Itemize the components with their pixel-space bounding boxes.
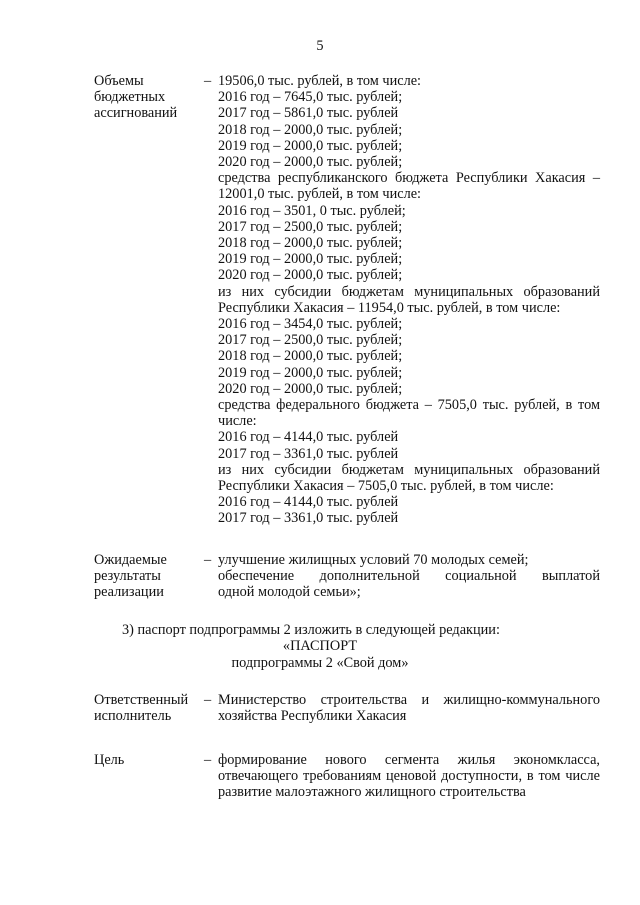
budget-line: 2017 год – 3361,0 тыс. рублей: [218, 445, 399, 462]
budget-line: Республики Хакасия – 7505,0 тыс. рублей, в том числе:: [218, 478, 554, 495]
budget-line: 2018 год – 2000,0 тыс. рублей;: [218, 348, 403, 365]
budget-line: числе:: [218, 413, 257, 430]
results-line: одной молодой семьи»;: [218, 584, 361, 601]
results-line: обеспечение дополнительной социальной выплатой: [218, 568, 600, 585]
budget-line: 2017 год – 2500,0 тыс. рублей;: [218, 218, 403, 235]
responsible-content: [218, 692, 600, 724]
budget-line: 2018 год – 2000,0 тыс. рублей;: [218, 121, 403, 138]
budget-line: 2020 год – 2000,0 тыс. рублей;: [218, 380, 403, 397]
budget-line: 2017 год – 2500,0 тыс. рублей;: [218, 332, 403, 349]
budget-line: 19506,0 тыс. рублей, в том числе:: [218, 73, 422, 89]
budget-line: 2016 год – 4144,0 тыс. рублей: [218, 494, 399, 511]
results-label-line: реализации: [94, 584, 164, 601]
budget-line: 2019 год – 2000,0 тыс. рублей;: [218, 137, 403, 154]
budget-line: 2016 год – 3454,0 тыс. рублей;: [218, 316, 403, 333]
budget-line: 2020 год – 2000,0 тыс. рублей;: [218, 267, 403, 284]
budget-line: 2016 год – 4144,0 тыс. рублей: [218, 429, 399, 446]
responsible-label-line: Ответственный: [94, 692, 189, 708]
goal-line: формирование нового сегмента жилья экономкласса,: [218, 752, 600, 768]
results-label-line: Ожидаемые: [94, 552, 167, 568]
responsible-label: [94, 692, 202, 724]
passport-subtitle: подпрограммы 2 «Свой дом»: [231, 655, 409, 671]
budget-line: 2017 год – 3361,0 тыс. рублей: [218, 510, 399, 527]
budget-line: 2016 год – 7645,0 тыс. рублей;: [218, 89, 403, 106]
goal-label: [94, 752, 202, 768]
budget-line: из них субсидии бюджетам муниципальных образований: [218, 461, 600, 478]
budget-line: 2019 год – 2000,0 тыс. рублей;: [218, 364, 403, 381]
budget-line: Республики Хакасия – 11954,0 тыс. рублей, в том числе:: [218, 299, 561, 316]
passport-title: «ПАСПОРТ: [282, 638, 358, 654]
budget-dash: –: [204, 73, 212, 89]
intro-paragraph: 3) паспорт подпрограммы 2 изложить в следующей редакции:: [122, 622, 500, 638]
budget-label-line: бюджетных: [94, 89, 166, 106]
budget-line: средства республиканского бюджета Республики Хакасия –: [218, 170, 600, 187]
results-line: улучшение жилищных условий 70 молодых семей;: [218, 552, 529, 568]
results-content: [218, 552, 600, 601]
goal-label-line: Цель: [94, 752, 125, 768]
budget-line: 2020 год – 2000,0 тыс. рублей;: [218, 154, 403, 171]
goal-content: [218, 752, 600, 801]
budget-line: 2017 год – 5861,0 тыс. рублей: [218, 105, 399, 122]
responsible-label-line: исполнитель: [94, 708, 172, 725]
budget-line: средства федерального бюджета – 7505,0 тыс. рублей, в том: [218, 397, 600, 414]
results-dash: –: [204, 552, 212, 568]
results-label-line: результаты: [94, 568, 161, 585]
goal-line: развитие малоэтажного жилищного строительства: [218, 784, 526, 801]
budget-line: 2019 год – 2000,0 тыс. рублей;: [218, 251, 403, 268]
results-label: [94, 552, 202, 601]
responsible-dash: –: [204, 692, 212, 708]
budget-line: 2018 год – 2000,0 тыс. рублей;: [218, 235, 403, 252]
budget-label-line: ассигнований: [94, 105, 178, 122]
budget-label-line: Объемы: [94, 73, 144, 89]
goal-line: отвечающего требованиям ценовой доступности, в том числе: [218, 768, 600, 785]
responsible-line: Министерство строительства и жилищно-коммунального: [218, 692, 600, 708]
responsible-line: хозяйства Республики Хакасия: [218, 708, 407, 725]
budget-label: [94, 73, 202, 122]
goal-dash: –: [204, 752, 212, 768]
budget-line: из них субсидии бюджетам муниципальных образований: [218, 283, 600, 300]
page-number: 5: [316, 38, 324, 54]
budget-line: 2016 год – 3501, 0 тыс. рублей;: [218, 202, 406, 219]
budget-line: 12001,0 тыс. рублей, в том числе:: [218, 186, 422, 203]
budget-content: [218, 73, 600, 527]
